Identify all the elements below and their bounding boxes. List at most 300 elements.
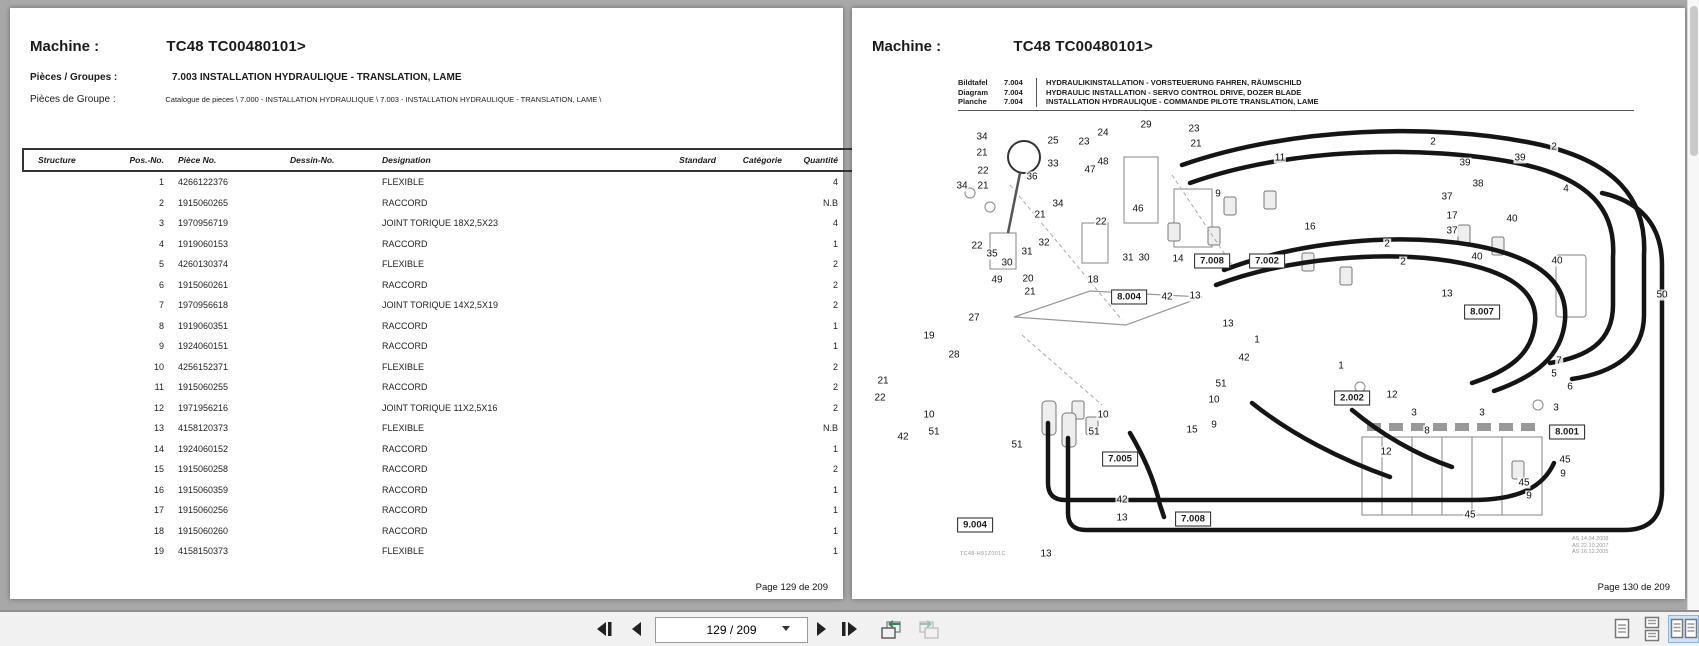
next-page-icon — [813, 621, 829, 637]
table-cell: RACCORD — [382, 341, 428, 352]
machine-header-right — [872, 38, 1153, 55]
table-cell: 1915060359 — [178, 484, 229, 495]
diagram-reference-box: 7.008 — [1175, 512, 1211, 527]
part-callout-number: 31 — [1021, 246, 1033, 258]
table-cell: 4260130374 — [178, 259, 229, 270]
table-cell — [288, 295, 380, 316]
last-page-icon — [839, 621, 859, 637]
table-cell — [288, 480, 380, 501]
table-cell — [614, 193, 718, 214]
table-cell — [23, 316, 110, 337]
diagram-reference-box: 8.001 — [1549, 425, 1585, 440]
part-callout-number: 45 — [1464, 509, 1476, 521]
table-cell — [718, 234, 784, 255]
table-cell — [614, 418, 718, 439]
table-cell — [614, 521, 718, 542]
table-cell — [288, 357, 380, 378]
diagram-reference-box: 2.002 — [1334, 391, 1370, 406]
table-cell: JOINT TORIQUE 18X2,5X23 — [382, 218, 499, 229]
table-cell — [718, 500, 784, 521]
table-cell: 2 — [832, 464, 838, 475]
part-callout-number: 21 — [1190, 138, 1202, 150]
table-cell — [23, 254, 110, 275]
hydraulic-diagram-drawing — [872, 105, 1682, 565]
part-callout-number: 22 — [1095, 216, 1107, 228]
two-page-view-button[interactable] — [1668, 615, 1699, 643]
table-cell — [614, 213, 718, 234]
page-number-left: Page 129 de 209 — [755, 582, 828, 593]
single-page-view-button[interactable] — [1608, 615, 1635, 643]
table-cell: 10 — [153, 361, 164, 372]
table-cell: 11 — [154, 382, 164, 393]
table-cell: N.B — [822, 197, 838, 208]
table-cell: 2 — [832, 382, 838, 393]
table-cell — [288, 254, 380, 275]
part-callout-number: 19 — [923, 330, 935, 342]
diagram-reference-box: 7.008 — [1194, 254, 1230, 269]
part-callout-number: 46 — [1132, 203, 1144, 215]
continuous-pages-icon — [1641, 616, 1663, 642]
table-cell — [288, 500, 380, 521]
table-cell — [718, 316, 784, 337]
table-cell: 1915060261 — [178, 279, 229, 290]
table-cell — [288, 521, 380, 542]
next-view-button[interactable] — [914, 616, 944, 642]
part-callout-number: 30 — [1138, 252, 1150, 264]
table-cell — [288, 459, 380, 480]
part-callout-number: 51 — [928, 426, 940, 438]
table-cell: 1915060265 — [178, 197, 229, 208]
vertical-scrollbar[interactable] — [1687, 0, 1699, 610]
viewer-toolbar — [0, 612, 1699, 646]
next-page-button[interactable] — [808, 616, 834, 642]
table-cell: 2 — [832, 279, 838, 290]
table-cell — [23, 275, 110, 296]
table-row — [23, 295, 895, 316]
part-callout-number: 22 — [977, 165, 989, 177]
table-row — [23, 234, 895, 255]
table-cell: FLEXIBLE — [382, 546, 425, 557]
next-view-icon — [917, 618, 941, 640]
table-cell — [23, 336, 110, 357]
table-cell: 1915060256 — [178, 505, 229, 516]
table-cell: 1 — [832, 443, 838, 454]
part-callout-number: 27 — [968, 312, 980, 324]
table-cell: RACCORD — [382, 443, 428, 454]
part-callout-number: 48 — [1097, 156, 1109, 168]
col-standard: Standard — [614, 149, 718, 171]
table-cell — [23, 234, 110, 255]
part-callout-number: 1 — [1338, 360, 1344, 372]
table-cell: 2 — [158, 197, 164, 208]
table-cell — [718, 254, 784, 275]
part-callout-number: 21 — [877, 375, 889, 387]
table-cell — [288, 418, 380, 439]
title-row-num: 7.004 — [1004, 78, 1023, 87]
part-callout-number: 20 — [1022, 273, 1034, 285]
part-callout-number: 7 — [1556, 355, 1562, 367]
last-page-button[interactable] — [836, 616, 862, 642]
part-callout-number: 5 — [1551, 368, 1557, 380]
table-cell: 4158150373 — [178, 546, 229, 557]
part-callout-number: 2 — [1384, 238, 1390, 250]
machine-label-right: Machine : — [872, 38, 942, 55]
part-callout-number: 22 — [874, 392, 886, 404]
table-row — [23, 500, 895, 521]
table-cell: FLEXIBLE — [382, 259, 425, 270]
revision-line: AS 22.10.2007 — [1572, 542, 1609, 549]
part-callout-number: 40 — [1506, 213, 1518, 225]
table-row — [23, 439, 895, 460]
table-cell — [23, 193, 110, 214]
previous-page-icon — [629, 621, 645, 637]
previous-view-button[interactable] — [876, 616, 906, 642]
table-cell — [288, 193, 380, 214]
table-cell: 1924060151 — [178, 341, 229, 352]
parts-table — [22, 148, 896, 562]
part-callout-number: 3 — [1411, 407, 1417, 419]
table-cell: 1 — [158, 177, 164, 188]
table-cell: RACCORD — [382, 197, 428, 208]
part-callout-number: 28 — [948, 349, 960, 361]
table-cell: 1 — [832, 525, 838, 536]
table-cell: 16 — [153, 484, 164, 495]
part-callout-number: 3 — [1553, 402, 1559, 414]
table-cell — [614, 480, 718, 501]
table-row — [23, 171, 895, 193]
table-cell: RACCORD — [382, 320, 428, 331]
continuous-view-button[interactable] — [1638, 615, 1665, 643]
part-callout-number: 42 — [1238, 352, 1250, 364]
table-cell: FLEXIBLE — [382, 423, 425, 434]
table-cell: 4158120373 — [178, 423, 229, 434]
table-cell: 1 — [832, 341, 838, 352]
table-cell — [288, 439, 380, 460]
first-page-button[interactable] — [592, 616, 618, 642]
table-cell — [718, 439, 784, 460]
table-cell: 13 — [153, 423, 164, 434]
part-callout-number: 50 — [1656, 289, 1668, 301]
table-cell: 2 — [832, 259, 838, 270]
title-row-text: HYDRAULIKINSTALLATION - VORSTEUERUNG FAHREN, RÄUMSCHILD — [1036, 78, 1302, 88]
table-cell — [614, 459, 718, 480]
part-callout-number: 49 — [991, 274, 1003, 286]
table-cell — [288, 171, 380, 193]
col-categorie: Catégorie — [718, 149, 784, 171]
table-cell: 5 — [158, 259, 164, 270]
diagram-reference-box: 9.004 — [957, 518, 993, 533]
table-cell — [718, 541, 784, 562]
table-cell: 19 — [153, 546, 164, 557]
col-dessin-no: Dessin-No. — [288, 149, 380, 171]
drawing-code: TC48-H91Z001C — [960, 551, 1006, 557]
previous-view-icon — [879, 618, 903, 640]
two-pages-icon — [1670, 617, 1698, 641]
table-row — [23, 316, 895, 337]
table-cell — [23, 171, 110, 193]
part-callout-number: 23 — [1188, 123, 1200, 135]
part-callout-number: 12 — [1380, 446, 1392, 458]
part-callout-number: 15 — [1186, 424, 1198, 436]
part-callout-number: 16 — [1304, 221, 1316, 233]
part-callout-number: 32 — [1038, 237, 1050, 249]
table-cell — [288, 541, 380, 562]
machine-value-right: TC48 TC00480101> — [1013, 38, 1153, 55]
table-cell: 7 — [158, 300, 164, 311]
table-cell — [614, 234, 718, 255]
table-cell — [23, 295, 110, 316]
col-piece-no: Pièce No. — [166, 149, 288, 171]
table-cell: 1971956216 — [178, 402, 229, 413]
table-row — [23, 254, 895, 275]
part-callout-number: 37 — [1441, 191, 1453, 203]
table-cell: RACCORD — [382, 484, 428, 495]
part-callout-number: 39 — [1514, 152, 1526, 164]
table-cell: RACCORD — [382, 464, 428, 475]
part-callout-number: 47 — [1084, 164, 1096, 176]
part-callout-number: 42 — [897, 431, 909, 443]
part-callout-number: 51 — [1215, 378, 1227, 390]
part-callout-number: 2 — [1430, 136, 1436, 148]
part-callout-number: 35 — [986, 248, 998, 260]
table-cell — [288, 377, 380, 398]
table-cell: 2 — [832, 361, 838, 372]
table-cell: RACCORD — [382, 525, 428, 536]
table-row — [23, 398, 895, 419]
table-row — [23, 275, 895, 296]
table-cell — [614, 171, 718, 193]
part-callout-number: 45 — [1518, 477, 1530, 489]
diagram-reference-box: 8.007 — [1464, 305, 1500, 320]
part-callout-number: 12 — [1386, 389, 1398, 401]
part-callout-number: 23 — [1078, 136, 1090, 148]
part-callout-number: 13 — [1189, 290, 1201, 302]
part-callout-number: 18 — [1087, 274, 1099, 286]
table-cell — [614, 275, 718, 296]
table-cell: 1 — [832, 484, 838, 495]
table-cell — [718, 213, 784, 234]
previous-page-button[interactable] — [624, 616, 650, 642]
table-cell: 4 — [158, 238, 164, 249]
part-callout-number: 42 — [1161, 291, 1173, 303]
table-cell — [614, 377, 718, 398]
single-page-icon — [1611, 617, 1633, 641]
table-cell: 1970956618 — [178, 300, 229, 311]
table-row — [23, 418, 895, 439]
part-callout-number: 8 — [1424, 425, 1430, 437]
first-page-icon — [595, 621, 615, 637]
part-callout-number: 45 — [1559, 454, 1571, 466]
table-cell: 2 — [832, 300, 838, 311]
part-callout-number: 14 — [1172, 253, 1184, 265]
part-callout-number: 30 — [1001, 257, 1013, 269]
table-cell: 1924060152 — [178, 443, 229, 454]
table-row — [23, 459, 895, 480]
document-page-right — [852, 8, 1685, 599]
table-cell: 1 — [832, 238, 838, 249]
part-callout-number: 24 — [1097, 127, 1109, 139]
table-cell — [288, 336, 380, 357]
table-cell: 4 — [832, 218, 838, 229]
part-callout-number: 9 — [1560, 468, 1566, 480]
part-callout-number: 9 — [1526, 490, 1532, 502]
part-callout-number: 1 — [1254, 334, 1260, 346]
part-callout-number: 17 — [1446, 210, 1458, 222]
part-callout-number: 34 — [1052, 198, 1064, 210]
machine-value: TC48 TC00480101> — [166, 38, 306, 55]
part-callout-number: 22 — [971, 240, 983, 252]
part-callout-number: 36 — [1026, 171, 1038, 183]
table-cell: 15 — [153, 464, 164, 475]
table-cell: RACCORD — [382, 238, 428, 249]
part-callout-number: 6 — [1567, 381, 1573, 393]
title-row-text: HYDRAULIC INSTALLATION - SERVO CONTROL DRIVE, DOZER BLADE — [1036, 88, 1301, 98]
hydraulic-diagram — [872, 105, 1682, 565]
table-cell — [718, 480, 784, 501]
part-callout-number: 29 — [1140, 119, 1152, 131]
part-callout-number: 4 — [1563, 183, 1569, 195]
table-cell — [23, 521, 110, 542]
col-pos-no: Pos.-No. — [110, 149, 166, 171]
part-callout-number: 40 — [1471, 251, 1483, 263]
part-callout-number: 10 — [923, 409, 935, 421]
table-row — [23, 213, 895, 234]
title-row-label: Bildtafel — [958, 78, 988, 87]
table-cell — [288, 398, 380, 419]
part-callout-number: 10 — [1208, 394, 1220, 406]
table-cell — [614, 316, 718, 337]
part-callout-number: 13 — [1040, 548, 1052, 560]
table-row — [23, 377, 895, 398]
table-cell: FLEXIBLE — [382, 177, 425, 188]
groups-label: Pièces / Groupes : — [30, 72, 118, 83]
table-row — [23, 357, 895, 378]
table-cell — [23, 459, 110, 480]
table-cell — [614, 541, 718, 562]
table-cell: 1915060260 — [178, 525, 229, 536]
table-cell — [23, 418, 110, 439]
table-cell: N.B — [822, 423, 838, 434]
col-structure: Structure — [23, 149, 110, 171]
table-cell: 1919060351 — [178, 320, 229, 331]
table-cell — [718, 398, 784, 419]
table-cell — [718, 377, 784, 398]
table-cell: 1919060153 — [178, 238, 229, 249]
part-callout-number: 3 — [1479, 407, 1485, 419]
part-callout-number: 9 — [1211, 419, 1217, 431]
table-cell — [718, 357, 784, 378]
part-callout-number: 21 — [976, 147, 988, 159]
parts-table-header — [23, 149, 895, 171]
title-row-num: 7.004 — [1004, 97, 1023, 106]
table-cell: 4 — [832, 177, 838, 188]
col-designation: Designation — [380, 149, 614, 171]
table-row — [23, 336, 895, 357]
part-callout-number: 21 — [1024, 286, 1036, 298]
table-cell — [614, 336, 718, 357]
table-cell — [614, 357, 718, 378]
table-cell: 1 — [832, 546, 838, 557]
table-cell — [288, 234, 380, 255]
table-cell — [718, 521, 784, 542]
table-cell: RACCORD — [382, 279, 428, 290]
table-cell — [23, 541, 110, 562]
table-cell: 6 — [158, 279, 164, 290]
part-callout-number: 9 — [1215, 188, 1221, 200]
table-row — [23, 521, 895, 542]
table-cell: 17 — [153, 505, 164, 516]
part-callout-number: 2 — [1551, 141, 1557, 153]
part-callout-number: 34 — [976, 131, 988, 143]
col-quantite: Quantité — [784, 149, 840, 171]
table-cell: 4256152371 — [178, 361, 229, 372]
part-callout-number: 21 — [977, 180, 989, 192]
machine-header — [30, 38, 306, 55]
table-row — [23, 480, 895, 501]
page-number-input[interactable] — [655, 617, 808, 643]
table-cell: RACCORD — [382, 505, 428, 516]
part-callout-number: 42 — [1116, 494, 1128, 506]
part-callout-number: 39 — [1459, 157, 1471, 169]
page-number-right: Page 130 de 209 — [1597, 582, 1670, 593]
table-cell: 1 — [832, 320, 838, 331]
table-cell — [614, 500, 718, 521]
table-cell — [288, 213, 380, 234]
revision-line: AS 16.12.2005 — [1572, 549, 1609, 555]
part-callout-number: 13 — [1441, 288, 1453, 300]
table-cell — [614, 439, 718, 460]
group-path-header — [30, 94, 601, 105]
table-cell — [718, 193, 784, 214]
part-callout-number: 10 — [1097, 409, 1109, 421]
table-cell: RACCORD — [382, 382, 428, 393]
part-callout-number: 34 — [956, 180, 968, 192]
part-callout-number: 11 — [1274, 152, 1286, 164]
table-cell: 4266122376 — [178, 177, 229, 188]
part-callout-number: 2 — [1400, 256, 1406, 268]
part-callout-number: 31 — [1122, 252, 1134, 264]
part-callout-number: 25 — [1047, 135, 1059, 147]
part-callout-number: 40 — [1551, 255, 1563, 267]
table-cell — [23, 398, 110, 419]
title-row-label: Planche — [958, 97, 987, 106]
table-cell — [718, 459, 784, 480]
table-cell: 2 — [832, 402, 838, 413]
table-cell — [23, 213, 110, 234]
table-cell — [23, 500, 110, 521]
revision-notes — [1572, 536, 1608, 556]
group-path-value: Catalogue de pieces \ 7.000 - INSTALLATION HYDRAULIQUE \ 7.003 - INSTALLATION HYDRAULIQUE - TRANSLATION, LAME \ — [165, 95, 602, 104]
table-cell: JOINT TORIQUE 11X2,5X16 — [382, 402, 498, 413]
table-cell — [288, 316, 380, 337]
table-cell: 9 — [158, 341, 164, 352]
title-row-num: 7.004 — [1004, 87, 1023, 97]
table-cell: 1915060258 — [178, 464, 229, 475]
table-cell — [614, 398, 718, 419]
group-path-label: Pièces de Groupe : — [30, 94, 116, 105]
table-cell: 3 — [158, 218, 164, 229]
part-callout-number: 51 — [1011, 439, 1023, 451]
table-cell: FLEXIBLE — [382, 361, 425, 372]
table-cell: JOINT TORIQUE 14X2,5X19 — [382, 300, 499, 311]
diagram-reference-box: 7.005 — [1102, 452, 1138, 467]
table-cell — [23, 439, 110, 460]
scrollbar-thumb[interactable] — [1690, 6, 1698, 156]
table-cell — [718, 418, 784, 439]
part-callout-number: 33 — [1047, 158, 1059, 170]
table-cell — [23, 357, 110, 378]
part-callout-number: 38 — [1472, 178, 1484, 190]
